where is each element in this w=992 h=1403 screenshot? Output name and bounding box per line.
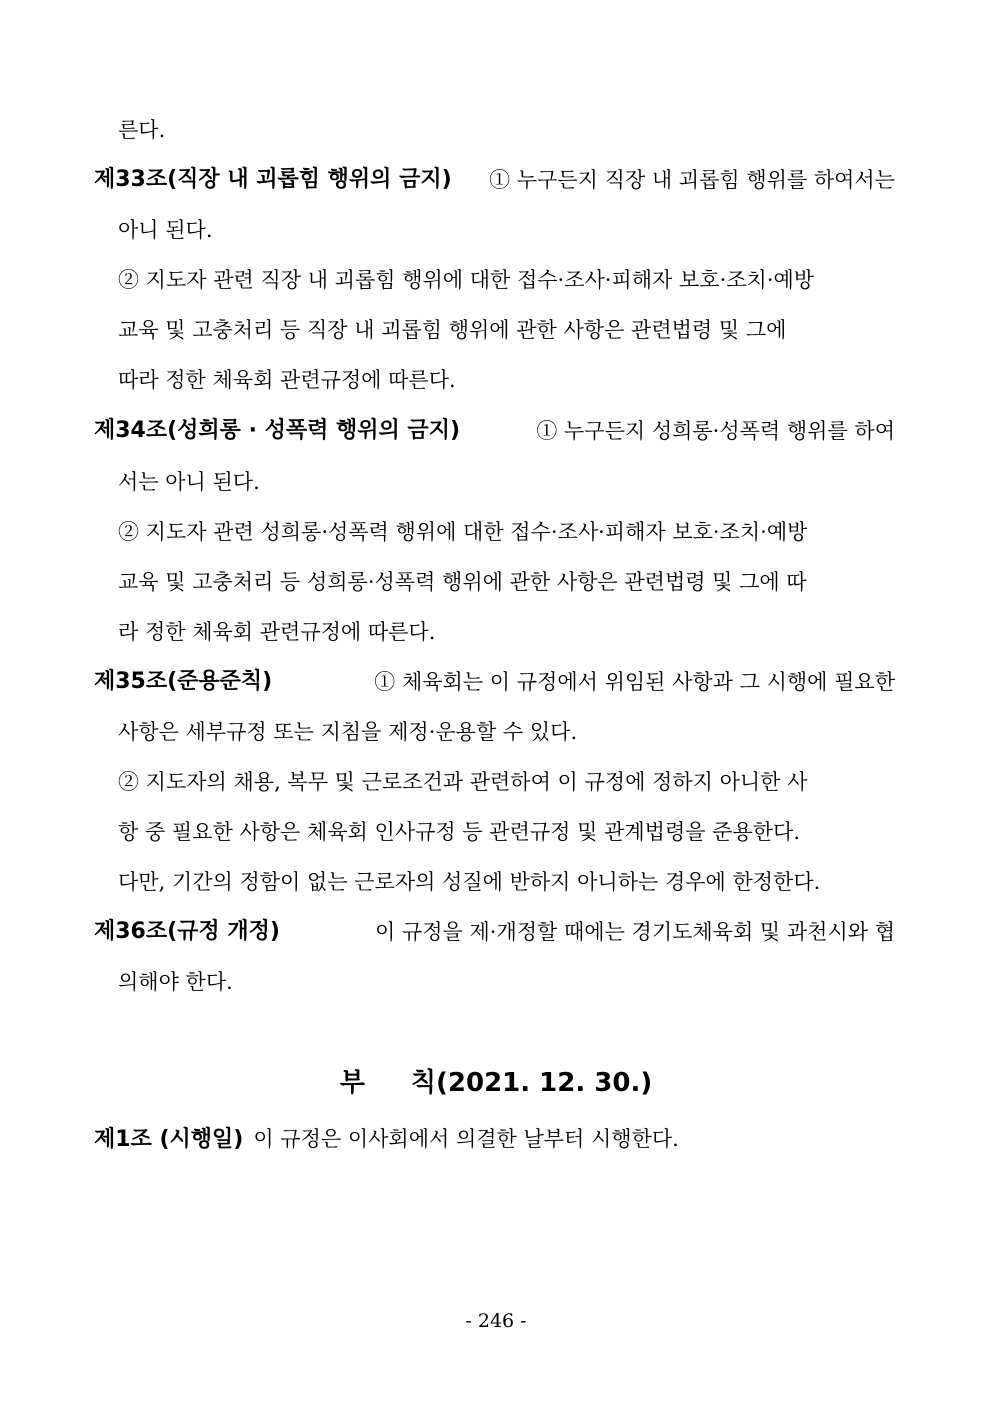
article-33-text: ① 누구든지 직장 내 괴롭힘 행위를 하여서는: [489, 168, 895, 192]
line-text: 교육 및 고충처리 등 직장 내 괴롭힘 행위에 관한 사항은 관련법령 및 그에: [118, 318, 787, 342]
body-line: [0, 867, 992, 897]
addendum-title-b: 칙(2021. 12. 30.): [410, 1068, 653, 1098]
article-34-heading-line: [0, 416, 992, 446]
line-text: ② 지도자 관련 직장 내 괴롭힘 행위에 대한 접수·조사·피해자 보호·조치·예방: [118, 268, 815, 292]
body-line: [118, 115, 165, 145]
addendum-article-text: 이 규정은 이사회에서 의결한 날부터 시행한다.: [253, 1127, 679, 1151]
body-line: [0, 517, 992, 547]
line-text: 사항은 세부규정 또는 지침을 제정·운용할 수 있다.: [118, 720, 578, 744]
body-line: [118, 215, 213, 245]
line-text: ② 지도자의 채용, 복무 및 근로조건과 관련하여 이 규정에 정하지 아니한 사: [118, 770, 808, 794]
line-text: 교육 및 고충처리 등 성희롱·성폭력 행위에 관한 사항은 관련법령 및 그에 따: [118, 570, 807, 594]
page-number: - 246 -: [465, 1310, 527, 1332]
body-line: [118, 617, 435, 647]
article-34-text: ① 누구든지 성희롱·성폭력 행위를 하여: [536, 419, 895, 443]
body-line: [0, 767, 992, 797]
body-line: [118, 365, 456, 395]
article-36-heading-line: [0, 917, 992, 947]
addendum-article-heading: 제1조 (시행일): [94, 1127, 244, 1152]
article-36-text: 이 규정을 제·개정할 때에는 경기도체육회 및 과천시와 협: [375, 920, 895, 944]
line-text: 다만, 기간의 정함이 없는 근로자의 성질에 반하지 아니하는 경우에 한정한다.: [118, 870, 821, 894]
body-line: [118, 967, 233, 997]
line-text: 의해야 한다.: [118, 970, 233, 994]
line-text: 항 중 필요한 사항은 체육회 인사규정 등 관련규정 및 관계법령을 준용한다.: [118, 820, 801, 844]
line-text: ② 지도자 관련 성희롱·성폭력 행위에 대한 접수·조사·피해자 보호·조치·예방: [118, 520, 808, 544]
body-line: [0, 265, 992, 295]
article-35-heading-line: [0, 667, 992, 697]
article-36-heading: 제36조(규정 개정): [94, 919, 280, 944]
addendum-article-line: [94, 1124, 679, 1155]
article-33-heading-line: [0, 165, 992, 195]
line-text: 라 정한 체육회 관련규정에 따른다.: [118, 620, 436, 644]
addendum-title-a: 부: [339, 1068, 365, 1098]
body-line: [0, 567, 992, 597]
article-35-text: ① 체육회는 이 규정에서 위임된 사항과 그 시행에 필요한: [374, 670, 895, 694]
line-text: 서는 아니 된다.: [118, 470, 260, 494]
line-text: 따라 정한 체육회 관련규정에 따른다.: [118, 368, 456, 392]
article-34-heading: 제34조(성희롱 · 성폭력 행위의 금지): [94, 418, 460, 443]
body-line: [0, 817, 992, 847]
line-text: 른다.: [118, 118, 166, 142]
line-text: 아니 된다.: [118, 218, 213, 242]
article-33-heading: 제33조(직장 내 괴롭힘 행위의 금지): [94, 167, 452, 192]
article-35-heading: 제35조(준용준칙): [94, 669, 273, 694]
body-line: [0, 315, 992, 345]
addendum-title: [0, 1065, 992, 1101]
body-line: [118, 467, 260, 497]
body-line: [118, 717, 577, 747]
